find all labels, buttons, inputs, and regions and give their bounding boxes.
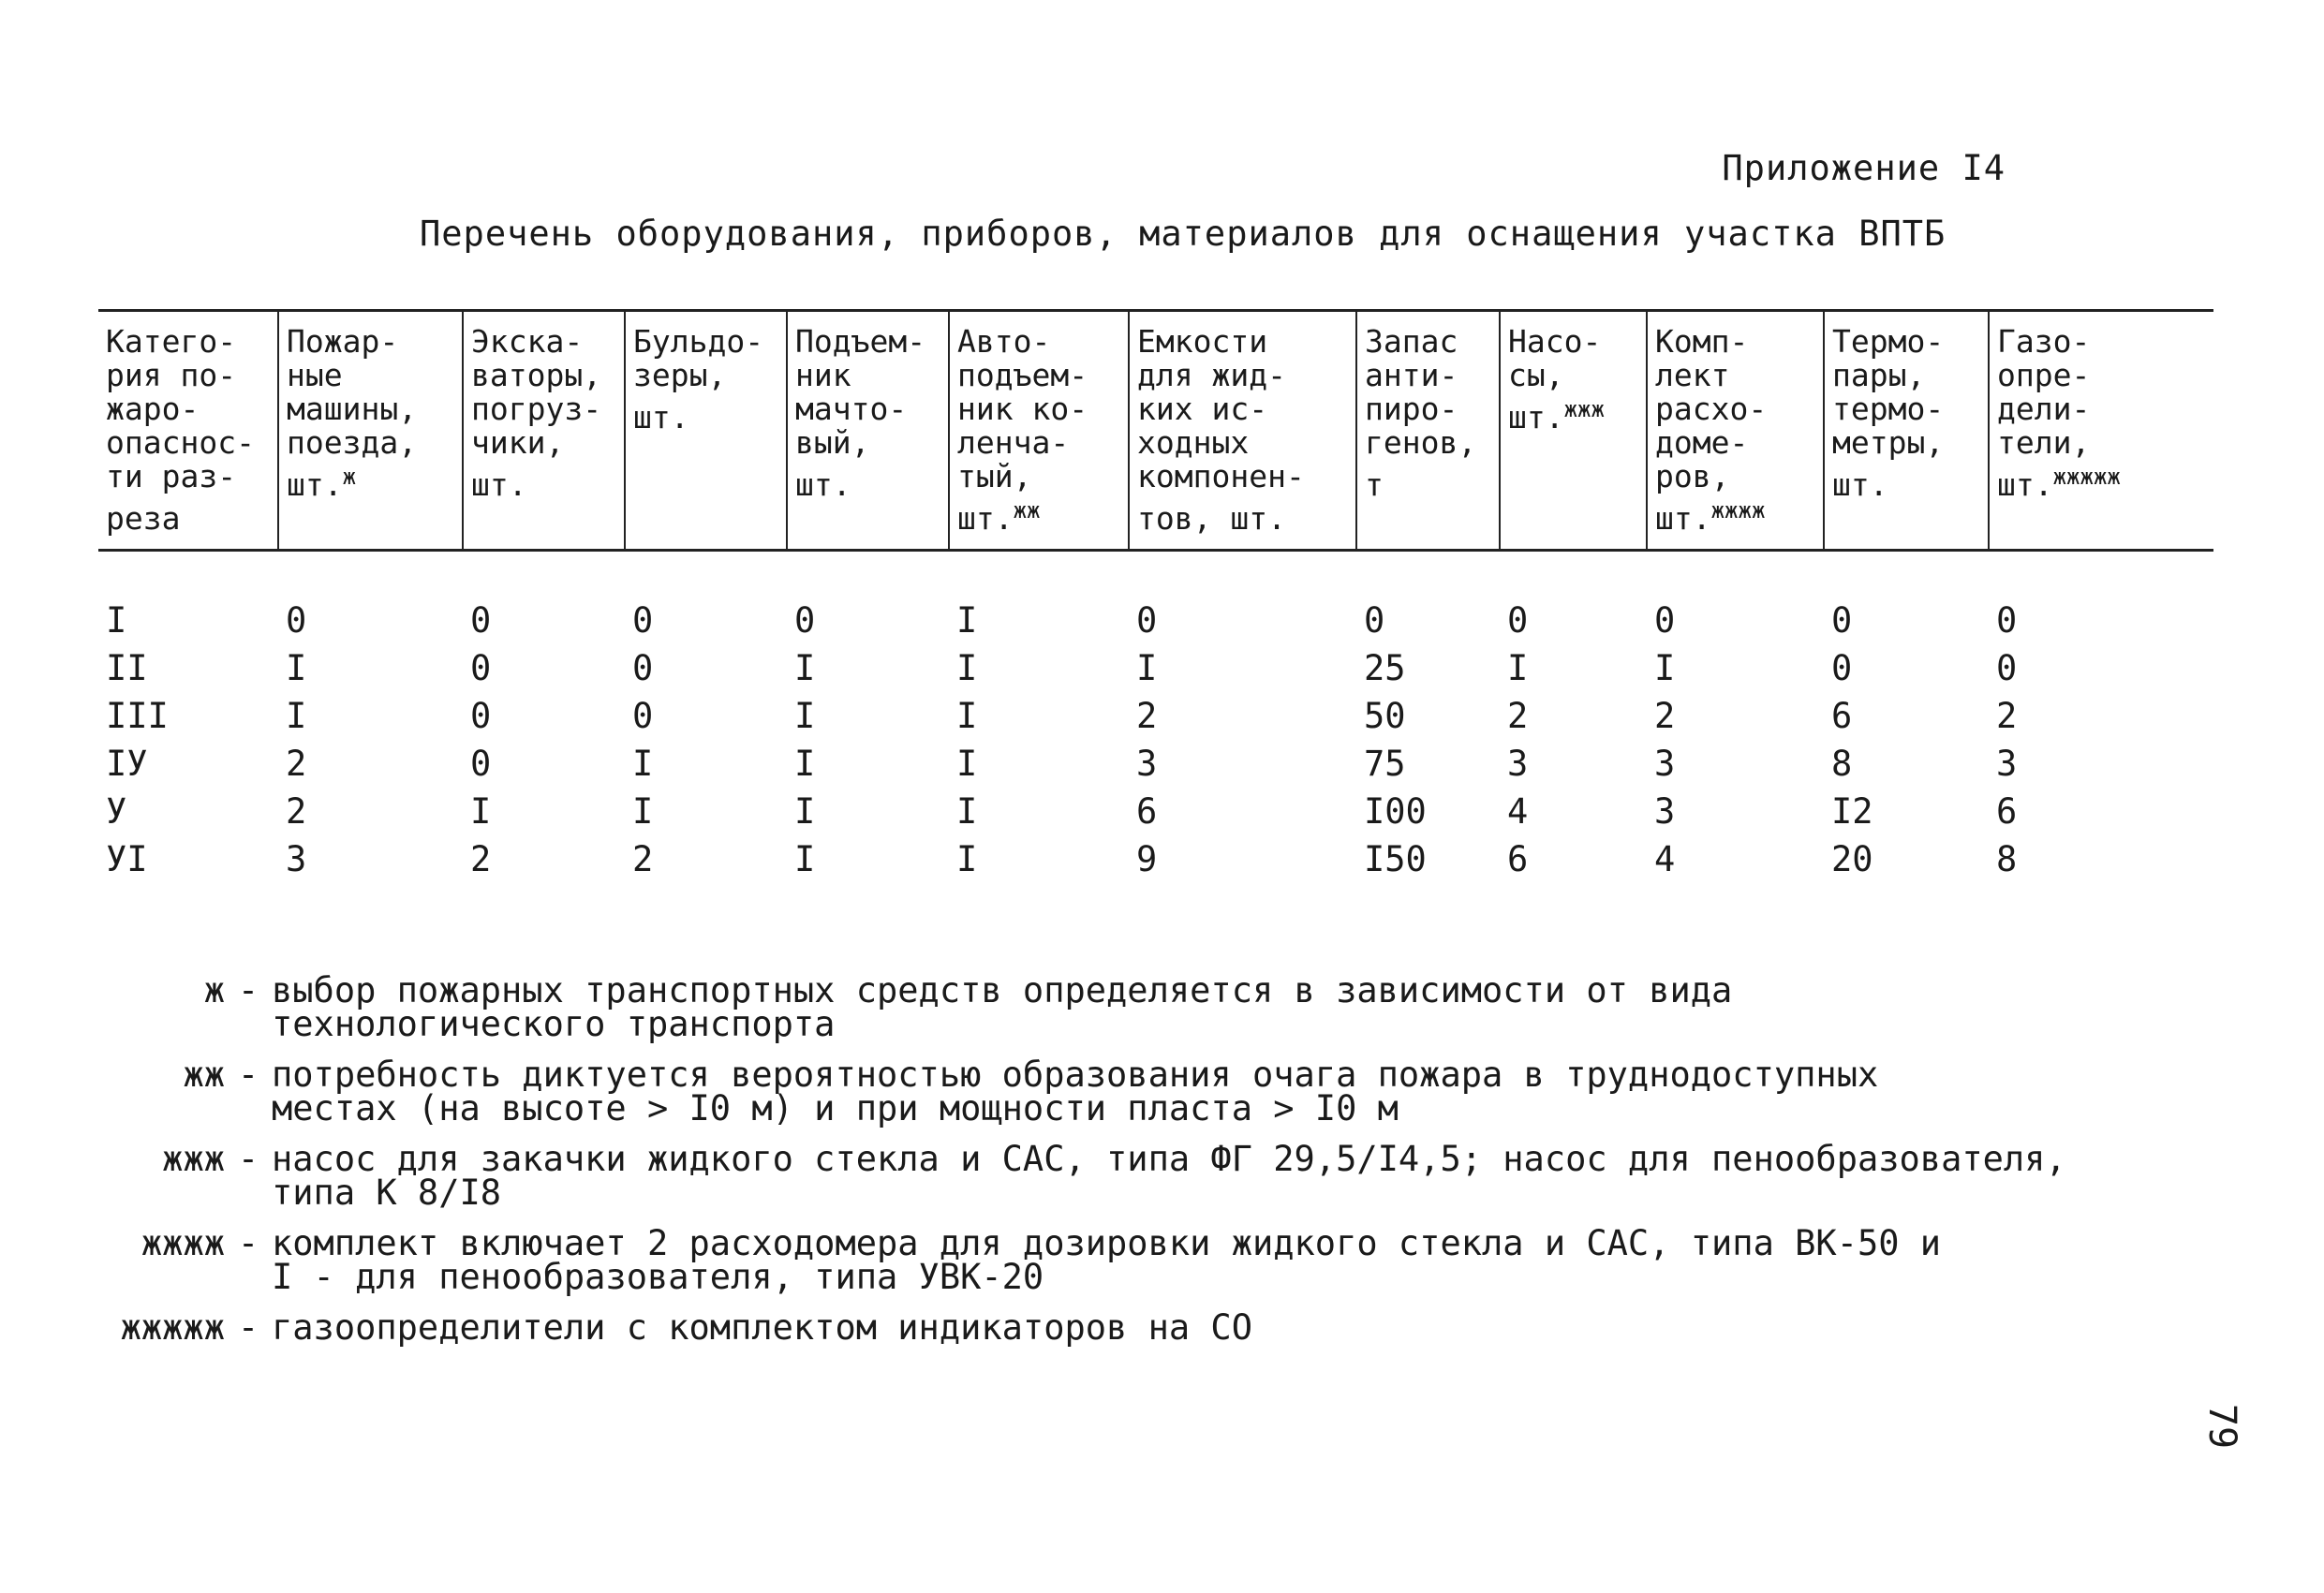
page-number: 79 [2200, 1403, 2244, 1450]
table-cell: 3 [1654, 790, 1676, 832]
appendix-label: Приложение I4 [1722, 148, 2006, 188]
table-cell: I [956, 647, 978, 688]
table-cell: 0 [470, 599, 492, 641]
column-header: Емкости для жид- ких ис- ходных компонен- тов, шт. [1129, 311, 1356, 551]
table-cell: 0 [470, 743, 492, 784]
row-category-cell: III [106, 695, 169, 736]
footnote-symbol: жжжжж [120, 1307, 225, 1348]
column-header: Подъем- ник мачто- вый, шт. [787, 311, 949, 551]
table-cell: I [794, 647, 816, 688]
row-category-cell: II [106, 647, 148, 688]
column-header: Газо- опре- дели- тели, шт.$^{жжжжж}$ [1989, 311, 2213, 551]
footnote-symbol: ж [203, 970, 225, 1010]
table-cell: I [1654, 647, 1676, 688]
table-cell: 6 [1136, 790, 1158, 832]
table-cell: 3 [1654, 743, 1676, 784]
table-cell: 6 [1831, 695, 1853, 736]
column-header: Пожар- ные машины, поезда, шт.$^ж$ [278, 311, 463, 551]
table-cell: 0 [794, 599, 816, 641]
table-cell: I [794, 743, 816, 784]
document-title: Перечень оборудования, приборов, материалов для оснащения участка ВПТБ [420, 214, 1947, 254]
table-cell: I [794, 695, 816, 736]
table-cell: 75 [1364, 743, 1406, 784]
table-row [98, 644, 2213, 692]
row-category-cell: УI [106, 838, 148, 879]
table-cell: I [1507, 647, 1529, 688]
column-header: Насо- сы, шт.$^{жжж}$ [1500, 311, 1647, 551]
footnote-symbol: жж [183, 1055, 225, 1095]
table-cell: 0 [1996, 599, 2018, 641]
table-cell: 0 [632, 695, 654, 736]
row-category-cell: У [106, 790, 127, 832]
table-cell: 2 [1507, 695, 1529, 736]
footnote: жж - потребность диктуется вероятностью образования очага пожара в труднодоступных местах (на высоте > I0 м) и при мощности пласта > I0 м [112, 1058, 2126, 1126]
table-cell: 0 [632, 647, 654, 688]
footnote: жжж - насос для закачки жидкого стекла и САС, типа ФГ 29,5/I4,5; насос для пенообразователя, типа К 8/I8 [112, 1143, 2126, 1210]
table-cell: 6 [1507, 838, 1529, 879]
table-cell: 0 [1136, 599, 1158, 641]
row-category-cell: I [106, 599, 127, 641]
table-cell: I2 [1831, 790, 1873, 832]
table-row [98, 551, 2213, 645]
footnote-text: выбор пожарных транспортных средств определяется в зависимости от вида технологического транспорта [272, 970, 1733, 1044]
table-row [98, 835, 2213, 883]
table-cell: I [956, 790, 978, 832]
table-cell: 4 [1654, 838, 1676, 879]
footnote-text: комплект включает 2 расходомера для дозировки жидкого стекла и САС, типа ВК-50 и I - для пенообразователя, типа УВК-20 [272, 1223, 1942, 1297]
table-cell: I [632, 790, 654, 832]
table-cell: I [794, 838, 816, 879]
footnote-text: газоопределители с комплектом индикаторов на СО [272, 1307, 1252, 1348]
table-cell: 0 [1507, 599, 1529, 641]
table-body [98, 551, 2213, 884]
table-cell: I [286, 695, 307, 736]
table-cell: 2 [286, 743, 307, 784]
table-cell: I [470, 790, 492, 832]
table-cell: I [794, 790, 816, 832]
table-cell: I [956, 695, 978, 736]
column-header: Запас анти- пиро- генов, т [1356, 311, 1500, 551]
table-row [98, 740, 2213, 788]
footnote: жжжжж - газоопределители с комплектом индикаторов на СО [112, 1311, 2126, 1345]
table-cell: 0 [1654, 599, 1676, 641]
table-cell: 2 [1654, 695, 1676, 736]
footnote-symbol: жжж [162, 1139, 225, 1179]
footnote: ж - выбор пожарных транспортных средств определяется в зависимости от вида технологического транспорта [112, 974, 2126, 1041]
footnote-text: потребность диктуется вероятностью образования очага пожара в труднодоступных местах (на высоте > I0 м) и при мощности пласта > I0 м [272, 1055, 1879, 1128]
table-cell: 0 [470, 647, 492, 688]
table-header-row [98, 311, 2213, 551]
table-cell: 20 [1831, 838, 1873, 879]
column-header: Авто- подъем- ник ко- ленча- тый, шт.$^{жж}$ [949, 311, 1129, 551]
table-cell: I [1136, 647, 1158, 688]
table-cell: 0 [1364, 599, 1385, 641]
column-header: Катего- рия по- жаро- опаснос- ти раз- реза [98, 311, 278, 551]
table-cell: 9 [1136, 838, 1158, 879]
column-header: Комп- лект расхо- доме- ров, шт.$^{жжжж}$ [1647, 311, 1824, 551]
table-cell: 2 [632, 838, 654, 879]
row-category-cell: IУ [106, 743, 148, 784]
table-row [98, 788, 2213, 835]
table-cell: 3 [286, 838, 307, 879]
table-cell: I [956, 743, 978, 784]
table-cell: 0 [1996, 647, 2018, 688]
column-header: Экска- ваторы, погруз- чики, шт. [463, 311, 625, 551]
table-cell: I [286, 647, 307, 688]
table-cell: I00 [1364, 790, 1427, 832]
table-cell: 0 [470, 695, 492, 736]
table-cell: 8 [1831, 743, 1853, 784]
table-cell: 50 [1364, 695, 1406, 736]
table-cell: I [632, 743, 654, 784]
table-cell: I [956, 838, 978, 879]
table-cell: 2 [286, 790, 307, 832]
table-cell: I [956, 599, 978, 641]
table-cell: 6 [1996, 790, 2018, 832]
table-cell: 2 [1996, 695, 2018, 736]
column-header: Термо- пары, термо- метры, шт. [1824, 311, 1989, 551]
table-cell: 25 [1364, 647, 1406, 688]
table-cell: 0 [1831, 599, 1853, 641]
table-cell: 3 [1136, 743, 1158, 784]
table-cell: I50 [1364, 838, 1427, 879]
footnote: жжжж - комплект включает 2 расходомера для дозировки жидкого стекла и САС, типа ВК-50 и I - для пенообразователя, типа УВК-20 [112, 1227, 2126, 1294]
table-cell: 2 [470, 838, 492, 879]
table-cell: 0 [286, 599, 307, 641]
footnote-symbol: жжжж [141, 1223, 225, 1263]
table-cell: 3 [1507, 743, 1529, 784]
footnote-text: насос для закачки жидкого стекла и САС, типа ФГ 29,5/I4,5; насос для пенообразователя, типа К 8/I8 [272, 1139, 2066, 1213]
table-cell: 0 [1831, 647, 1853, 688]
footnotes [112, 970, 2126, 1362]
table-cell: 3 [1996, 743, 2018, 784]
table-cell: 4 [1507, 790, 1529, 832]
table-row [98, 692, 2213, 740]
table-cell: 8 [1996, 838, 2018, 879]
table-cell: 2 [1136, 695, 1158, 736]
table-cell: 0 [632, 599, 654, 641]
equipment-table [98, 309, 2213, 883]
column-header: Бульдо- зеры, шт. [625, 311, 787, 551]
